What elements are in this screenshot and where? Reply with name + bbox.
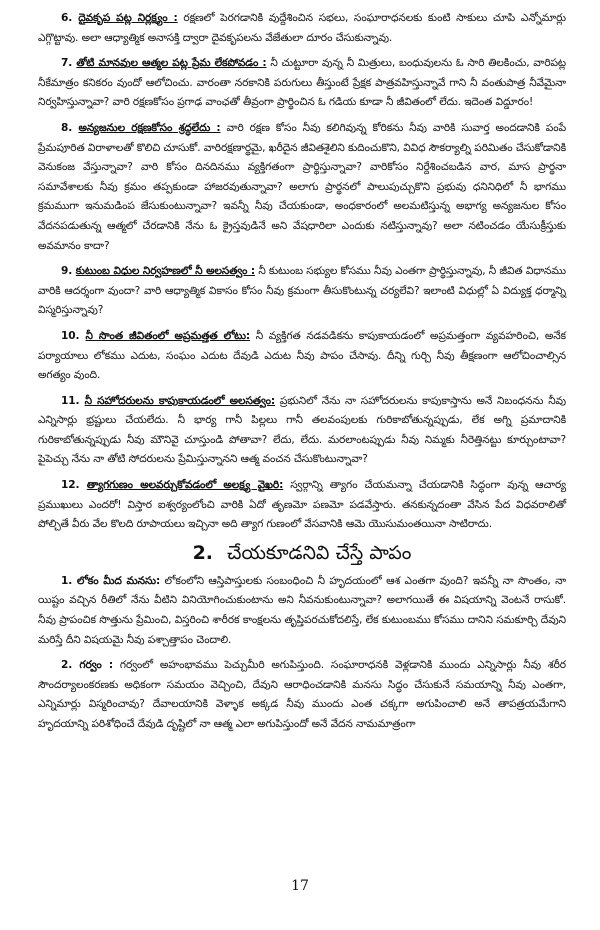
numbered-paragraphs-second-list <box>38 572 566 735</box>
paragraph-title: అన్యజనుల రక్షణకోసం శ్రద్ధలేదు : <box>78 121 221 134</box>
paragraph-8 <box>38 119 566 256</box>
paragraph-title: కుటుంబ విధుల నిర్వహణలో నీ అలసత్వం : <box>75 265 256 278</box>
paragraph-title: గర్వం : <box>79 659 114 672</box>
paragraph-number: 12. <box>61 479 80 492</box>
paragraph-9 <box>38 262 566 321</box>
numbered-paragraphs-first-list <box>38 9 566 535</box>
paragraph-number: 8. <box>61 121 73 134</box>
paragraph-number: 9. <box>61 265 73 278</box>
paragraph-title: నీ సహోదరులను కాపుకాయడంలో అలసత్వం: <box>84 394 275 407</box>
page-number: 17 <box>291 878 309 894</box>
paragraph-2 <box>38 656 566 734</box>
paragraph-text: రక్షణలో పెరగడానికి వుద్దేశించిన సభలు, సంఘారాధనలకు కుంటి సాకులు చూపి ఎన్నోమార్లు ఎగ్గొట్టావు. అలా ఆధ్యాత్మిక అనాసక్తి ద్వారా దైవకృపలను వేజేతులా దూరం చేసుకున్నావు. <box>38 12 566 44</box>
paragraph-text: వారి రక్షణ కోసం నీవు కలిగివున్న కోరికను నీవు వారికి సువార్త అందడానికి పంపే ప్రేమపూరిత విరాళాలతో కొలిచి చూసుకో. వారిరక్షణార్థమై, ఖరీదైన జీవితశైలిని కుదించుకొని, వివిధ సౌకర్యాల్ని పరిమితం చేసుకోడానికి వెనుకంజ వేస్తున్నావా? వారి కోసం దినదినము వ్యక్తిగతంగా ప్రార్థిస్తున్నావా? వారికోసం నిర్దేశించబడిన వార, మాస ప్రార్థనా సమావేశాలకు నీవు క్రమం తప్పకుండా హాజరవుతున్నావా? అలాగు ప్రార్థనలో పాలుపుచ్చుకొని ప్రభువు ధనినిధిలో నీ భాగము క్రమముగా ఇనుమడింప జేసుకుంటున్నావా? ఇవన్నీ నీవు చేయకుండా, అంధకారంలో అలమటిస్తున్న అభాగ్య అన్యజనుల కోసం వేదనపడుతున్న ఆత్మలో చేరడానికి నేను ఓ క్రైస్తవుడినే అని వేషధారిలా ఎందుకు నటిస్తున్నావు? అలా నటించడం యేసుక్రీస్తుకు అవమానం కాదా? <box>38 121 567 252</box>
section-number: 2. <box>192 541 214 564</box>
paragraph-number: 1. <box>61 574 73 587</box>
paragraph-title: త్యాగగుణం అలవర్చుకోవడంలో అలక్ష్య వైఖరి: <box>86 479 284 492</box>
paragraph-text: నీ కుటుంబ సభ్యుల కోసము నీవు ఎంతగా ప్రార్థిస్తున్నావు, నీ జీవిత విధానము వారికి ఆదర్శంగా వుందా? వారి ఆధ్యాత్మిక వికాసం కోసం నీవు క్రమంగా తీసుకొంటున్న చర్యలేవి? ఇలాంటి విధుల్లో ఏ విద్యుక్త ధర్మాన్ని విస్మరిస్తున్నావు? <box>38 265 566 317</box>
paragraph-title: దైవకృప పట్ల నిర్లక్ష్యం : <box>78 12 178 24</box>
paragraph-12 <box>38 476 566 535</box>
paragraph-number: 11. <box>61 394 80 407</box>
paragraph-6 <box>38 9 566 48</box>
paragraph-title: తోటి మానవుల ఆత్మల పట్ల ప్రేమ లేకపోవడం : <box>76 57 267 70</box>
paragraph-number: 2. <box>61 659 73 672</box>
paragraph-text: గర్వంలో అహంభావము పెచ్చుమీరి అగుపిస్తుంది. సంఘారాధనకి వెళ్లడానికి ముందు ఎన్నిసార్లు నీవు శరీర సౌందర్యాలంకరణకు అధికంగా సమయం వెచ్చించి, దేవుని ఆరాధించడానికి మనసు సిద్ధం చేసుకునే సమయాన్ని నీవు ఎంతగా, ఎన్నిమార్లు విస్మరించావు? దేవాలయానికి వెళ్ళాక అక్కడ నీవు ముందు ఎంత చక్కగా అగుపించాలి అనే తాపత్రయమేగాని హృదయాన్ని పరిశోధించే దేవుడి దృష్టిలో నా ఆత్మ ఎలా అగుపిస్తుందో అనే వేదన నామమాత్రంగా <box>38 659 566 730</box>
paragraph-text: లోకంలోని ఆస్తిపాస్తులకు సంబంధించి నీ హృదయంలో ఆశ ఎంతగా వుంది? ఇవన్నీ నా సొంతం, నా యిష్టం వచ్చిన రీతిలో నేను వీటిని వినియోగించుకుంటాను అని నీవనుకుంటున్నావా? అలాగయితే ఈ విషయాన్ని వెంటనే రాసుకో. నీవు ప్రాపంచిక సొత్తును ప్రేమించి, విస్తరించి శారీరక కాంక్షలను తృప్తిపరచుకోదలిస్తే, లేక కుటుంబము కోసము దానిని సమకూర్చి దేవుని మరిస్తే దీని విషయమై నీవు పశ్చాత్తాపం చెందాలి. <box>38 574 566 646</box>
paragraph-title: లోకం మీద మనసు: <box>76 574 161 587</box>
paragraph-text: నీ వ్యక్తిగత నడవడికను కాపుకాయడంలో అప్రమత్తంగా వ్యవహరించి, అనేక పర్యాయాలు లోకము ఎదుట, సంఘం ఎదుట దేవుడి ఎదుట నీవు పాపం చేసావు. దీన్ని గుర్చి నీవు తీక్షణంగా ఆలోచించాల్సిన అగత్యం వుంది. <box>38 329 566 382</box>
paragraph-title: నీ సొంత జీవితంలో అప్రమత్తత లోటు: <box>85 329 251 342</box>
paragraph-text: ప్రభునిలో నేను నా సహోదరులను కాపుకాస్తాను అనే నిబంధనను నీవు ఎన్నిసార్లు భ్రష్టులు చేయలేదు. నీ భార్య గానీ పిల్లలు గానీ తలవంపులకు గురికాబోతున్నప్పుడు, లేక అగ్ని ప్రమాదానికి గురికాబోతున్నప్పుడు నీవు మౌనివై చూస్తుండి పోతావా? లేదు, లేదు. మరలాంటప్పుడు నీవు నిమ్మకు నీరెత్తినట్టు కూర్చుంటావా? పైపెచ్చు నేను నా తోటి సోదరులను ప్రేమిస్తున్నానని ఆత్మ వంచన చేసుకొంటున్నావా? <box>38 394 566 466</box>
paragraph-7 <box>38 54 566 113</box>
paragraph-number: 6. <box>61 12 73 24</box>
paragraph-number: 10. <box>61 329 80 342</box>
paragraph-10 <box>38 327 566 386</box>
paragraph-11 <box>38 392 566 470</box>
section-title: చేయకూడనివి చేస్తే పాపం <box>227 541 412 564</box>
paragraph-1 <box>38 572 566 650</box>
paragraph-number: 7. <box>61 57 73 70</box>
section-heading <box>38 541 566 565</box>
paragraph-text: స్వర్గాన్ని త్యాగం చేయమన్నా చేయడానికి సిద్ధంగా వున్న ఆచార్య ప్రముఖులు ఎందరో! విస్తార ఐశ్వర్యంలోంచి వారికి ఏదో తృణమో పణమో పడవేస్తారు. తనకున్నదంతా వేసిన పేద విధవరాలితో పోల్చితే వీరు వేల కొలది రూపాయలు ఇచ్చినా అది త్యాగ గుణంలో వేసవానికి ఆమె యొసుమంతయినా సాటిరాదు. <box>38 479 566 531</box>
paragraph-text: నీ చుట్టూరా వున్న నీ మిత్రులు, బంధువులను ఓ సారి తిలకించు, వారిపట్ల నీకేమాత్రం కనికరం వుందో ఆలోచించు. వారంతా నరకానికి పరుగులు తీస్తుంటే ప్రేక్షక పాత్రవహిస్తున్నావే గాని నీ వంతుపాత్ర నీవేమైనా నిర్వహిస్తున్నావా? వారి రక్షణకోసం ప్రగాఢ వాంఛతో తీవ్రంగా ప్రార్థించిన ఓ గడియ కూడా నీ జీవితంలో లేదు. ఇదెంత విద్డూరం! <box>38 57 567 109</box>
